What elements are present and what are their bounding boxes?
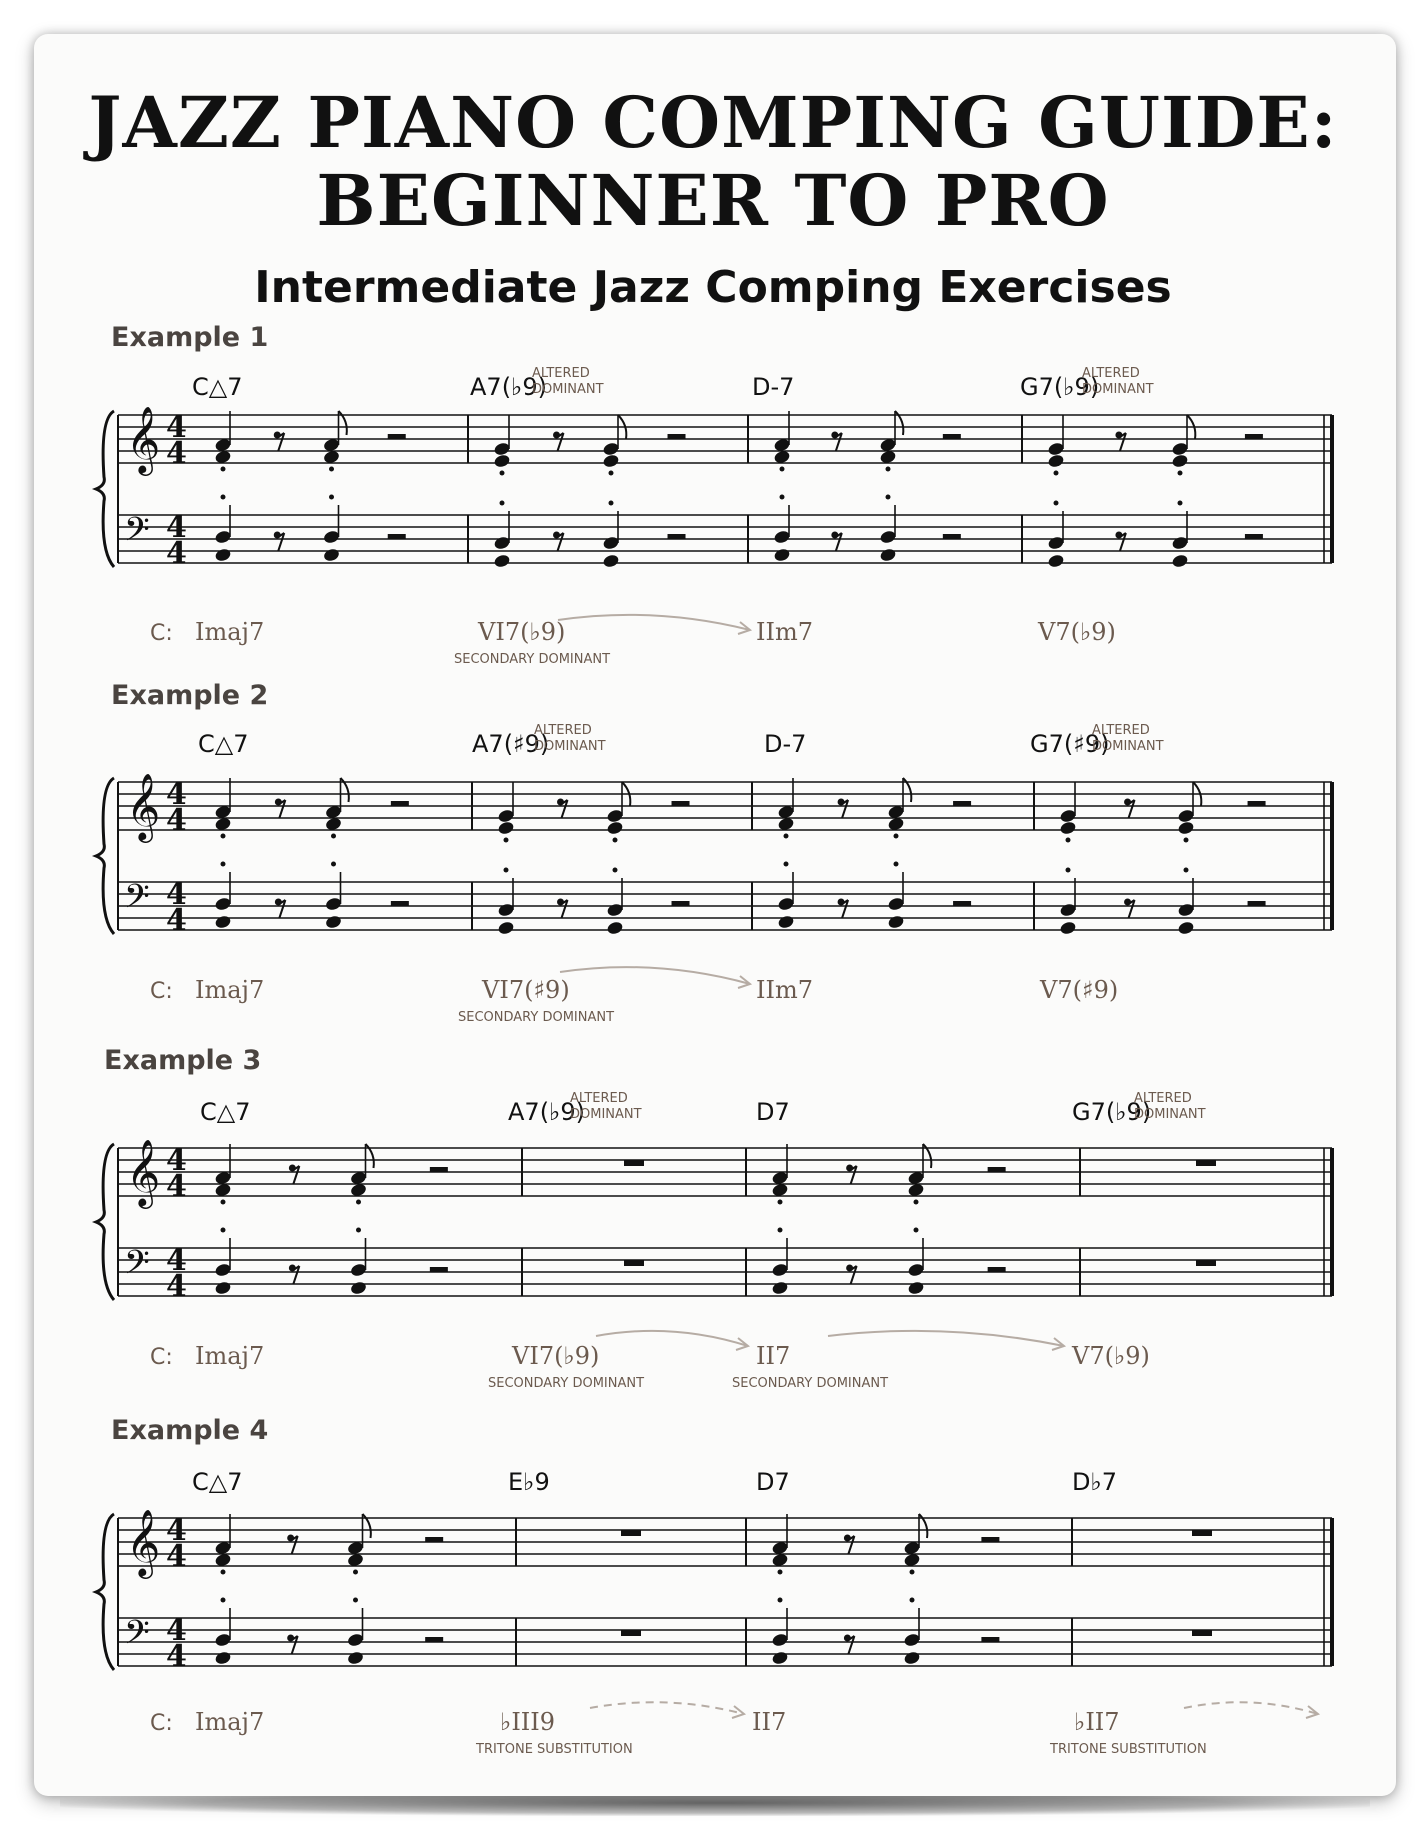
staccato-dot-ex2 <box>221 834 226 839</box>
note-head-ex2 <box>887 914 905 929</box>
staccato-dot-ex2 <box>221 862 226 867</box>
staccato-dot-ex1 <box>329 495 334 500</box>
half-rest-ex1 <box>943 434 961 439</box>
half-rest-ex1 <box>943 534 961 539</box>
staccato-dot-ex2 <box>784 862 789 867</box>
half-rest-ex4 <box>981 1637 999 1642</box>
time-sig-top: 4 <box>166 1613 187 1648</box>
note-head-ex1 <box>1047 453 1065 468</box>
whole-rest-ex3 <box>624 1160 644 1166</box>
note-head-ex1 <box>493 453 511 468</box>
time-sig-bottom: 4 <box>166 436 187 471</box>
time-sig-top: 4 <box>166 410 187 445</box>
note-head-ex2 <box>214 914 232 929</box>
staccato-dot-ex2 <box>613 838 618 843</box>
progression-arrow <box>1184 1702 1318 1714</box>
chord-annotation: ALTERED <box>534 723 592 738</box>
note-head-ex1 <box>602 453 620 468</box>
progression-arrow <box>590 1702 744 1714</box>
half-rest-ex3 <box>988 1267 1006 1272</box>
chord-symbol: E♭9 <box>508 1468 550 1496</box>
progression-arrow <box>558 615 750 630</box>
note-head-ex2 <box>777 914 795 929</box>
note-head-ex3 <box>771 1280 789 1295</box>
chord-symbol: D♭7 <box>1072 1468 1118 1496</box>
staccato-dot-ex4 <box>778 1570 783 1575</box>
staccato-dot-ex2 <box>1066 868 1071 873</box>
note-head-ex2 <box>497 820 515 835</box>
staccato-dot-ex4 <box>221 1598 226 1603</box>
half-rest-ex2 <box>953 801 971 806</box>
analysis-annotation: SECONDARY DOMINANT <box>454 652 611 667</box>
time-sig-bottom: 4 <box>166 903 187 938</box>
half-rest-ex4 <box>425 1637 443 1642</box>
whole-rest-ex4 <box>621 1530 641 1536</box>
staccato-dot-ex4 <box>353 1570 358 1575</box>
roman-numeral: VI7(♭9) <box>478 618 566 646</box>
example-1-label: Example 1 <box>111 322 269 353</box>
treble-clef-icon: 𝄞 <box>126 772 161 840</box>
grand-staff-brace <box>96 778 114 934</box>
note-head-ex1 <box>1171 453 1189 468</box>
staccato-dot-ex2 <box>1184 838 1189 843</box>
note-head-ex2 <box>325 914 343 929</box>
staccato-dot-ex3 <box>221 1200 226 1205</box>
staccato-dot-ex2 <box>613 868 618 873</box>
title-line-2: BEGINNER TO PRO <box>316 159 1110 242</box>
half-rest-ex2 <box>1248 801 1266 806</box>
chord-annotation: ALTERED <box>1134 1091 1192 1106</box>
half-rest-ex1 <box>1245 434 1263 439</box>
staccato-dot-ex2 <box>331 862 336 867</box>
chord-annotation: ALTERED <box>1082 366 1140 381</box>
note-head-ex2 <box>606 820 624 835</box>
half-rest-ex1 <box>668 534 686 539</box>
roman-numeral: ♭III9 <box>500 1708 556 1736</box>
time-sig-bottom: 4 <box>166 803 187 838</box>
roman-numeral: ♭II7 <box>1074 1708 1120 1736</box>
time-sig-bottom: 4 <box>166 1269 187 1304</box>
note-head-ex2 <box>1059 920 1077 935</box>
chord-symbol: D7 <box>756 1468 790 1496</box>
chord-symbol: C△7 <box>192 373 243 401</box>
note-head-ex2 <box>497 920 515 935</box>
time-sig-top: 4 <box>166 777 187 812</box>
analysis-annotation: TRITONE SUBSTITUTION <box>1050 1742 1207 1757</box>
time-sig-bottom: 4 <box>166 1539 187 1574</box>
staccato-dot-ex1 <box>500 471 505 476</box>
time-sig-bottom: 4 <box>166 536 187 571</box>
chord-symbol: D-7 <box>752 373 795 401</box>
analysis-annotation: SECONDARY DOMINANT <box>732 1376 889 1391</box>
chord-symbol: D7 <box>756 1098 790 1126</box>
chord-annotation: ALTERED <box>1092 723 1150 738</box>
note-head-ex1 <box>1171 553 1189 568</box>
analysis-annotation: SECONDARY DOMINANT <box>488 1376 645 1391</box>
note-head-ex2 <box>606 920 624 935</box>
example-3-label: Example 3 <box>104 1045 262 1076</box>
staccato-dot-ex4 <box>778 1598 783 1603</box>
chord-annotation: DOMINANT <box>1082 382 1154 397</box>
time-sig-bottom: 4 <box>166 1639 187 1674</box>
treble-clef-icon: 𝄞 <box>126 1508 161 1576</box>
whole-rest-ex4 <box>1192 1630 1212 1636</box>
half-rest-ex2 <box>391 901 409 906</box>
key-prefix: C: <box>150 979 173 1004</box>
chord-symbol: G7(♭9) <box>1072 1098 1152 1126</box>
note-head-ex4 <box>214 1650 232 1665</box>
half-rest-ex4 <box>981 1537 999 1542</box>
roman-numeral: VI7(♯9) <box>482 976 570 1004</box>
bass-clef-icon: 𝄢 <box>124 1614 150 1660</box>
staccato-dot-ex1 <box>780 495 785 500</box>
note-head-ex1 <box>1047 553 1065 568</box>
staccato-dot-ex2 <box>1066 838 1071 843</box>
staccato-dot-ex3 <box>914 1228 919 1233</box>
key-prefix: C: <box>150 1345 173 1370</box>
roman-numeral: Imaj7 <box>195 618 265 646</box>
staccato-dot-ex1 <box>886 467 891 472</box>
chord-symbol: C△7 <box>192 1468 243 1496</box>
key-prefix: C: <box>150 621 173 646</box>
half-rest-ex1 <box>388 534 406 539</box>
half-rest-ex2 <box>953 901 971 906</box>
chord-symbol: D-7 <box>764 730 807 758</box>
staccato-dot-ex2 <box>1184 868 1189 873</box>
time-sig-top: 4 <box>166 510 187 545</box>
note-head-ex1 <box>493 553 511 568</box>
chord-symbol: A7(♭9) <box>470 373 548 401</box>
grand-staff-brace <box>96 411 114 567</box>
whole-rest-ex3 <box>1196 1160 1216 1166</box>
roman-numeral: II7 <box>756 1342 791 1370</box>
title-line-1: JAZZ PIANO COMPING GUIDE: <box>88 81 1338 164</box>
staccato-dot-ex3 <box>778 1200 783 1205</box>
chord-symbol: G7(♯9) <box>1030 730 1110 758</box>
staccato-dot-ex1 <box>780 467 785 472</box>
whole-rest-ex3 <box>1196 1260 1216 1266</box>
chord-symbol: A7(♯9) <box>472 730 550 758</box>
staccato-dot-ex1 <box>609 501 614 506</box>
time-sig-bottom: 4 <box>166 1169 187 1204</box>
grand-staff-brace <box>96 1514 114 1670</box>
note-head-ex3 <box>214 1280 232 1295</box>
subtitle: Intermediate Jazz Comping Exercises <box>254 262 1172 313</box>
staccato-dot-ex4 <box>910 1598 915 1603</box>
staccato-dot-ex1 <box>221 467 226 472</box>
half-rest-ex2 <box>672 801 690 806</box>
note-head-ex1 <box>879 547 897 562</box>
chord-symbol: C△7 <box>200 1098 251 1126</box>
half-rest-ex3 <box>430 1267 448 1272</box>
example-4-label: Example 4 <box>111 1415 269 1446</box>
grand-staff-brace <box>96 1144 114 1300</box>
half-rest-ex2 <box>672 901 690 906</box>
roman-numeral: Imaj7 <box>195 1342 265 1370</box>
staccato-dot-ex3 <box>221 1228 226 1233</box>
staccato-dot-ex1 <box>1178 501 1183 506</box>
analysis-annotation: TRITONE SUBSTITUTION <box>476 1742 633 1757</box>
staccato-dot-ex2 <box>894 834 899 839</box>
whole-rest-ex4 <box>621 1630 641 1636</box>
roman-numeral: V7(♭9) <box>1072 1342 1150 1370</box>
note-head-ex3 <box>907 1280 925 1295</box>
analysis-annotation: SECONDARY DOMINANT <box>458 1010 615 1025</box>
half-rest-ex4 <box>425 1537 443 1542</box>
half-rest-ex3 <box>988 1167 1006 1172</box>
staccato-dot-ex1 <box>1178 471 1183 476</box>
staccato-dot-ex3 <box>356 1200 361 1205</box>
note-head-ex3 <box>350 1280 368 1295</box>
chord-annotation: DOMINANT <box>1092 739 1164 754</box>
note-head-ex1 <box>323 547 341 562</box>
time-sig-top: 4 <box>166 1243 187 1278</box>
staccato-dot-ex3 <box>356 1228 361 1233</box>
note-head-ex4 <box>771 1650 789 1665</box>
roman-numeral: IIm7 <box>756 618 813 646</box>
half-rest-ex3 <box>430 1167 448 1172</box>
roman-numeral: Imaj7 <box>195 1708 265 1736</box>
roman-numeral: IIm7 <box>756 976 813 1004</box>
staccato-dot-ex2 <box>331 834 336 839</box>
note-head-ex2 <box>1177 820 1195 835</box>
half-rest-ex1 <box>668 434 686 439</box>
staccato-dot-ex2 <box>504 838 509 843</box>
whole-rest-ex4 <box>1192 1530 1212 1536</box>
chord-symbol: C△7 <box>198 730 249 758</box>
note-head-ex1 <box>214 547 232 562</box>
staccato-dot-ex3 <box>778 1228 783 1233</box>
time-sig-top: 4 <box>166 1143 187 1178</box>
treble-clef-icon: 𝄞 <box>126 1138 161 1206</box>
staccato-dot-ex4 <box>221 1570 226 1575</box>
staccato-dot-ex1 <box>500 501 505 506</box>
chord-annotation: DOMINANT <box>570 1107 642 1122</box>
note-head-ex2 <box>1059 820 1077 835</box>
roman-numeral: VI7(♭9) <box>512 1342 600 1370</box>
time-sig-top: 4 <box>166 877 187 912</box>
staccato-dot-ex1 <box>1054 471 1059 476</box>
half-rest-ex2 <box>1248 901 1266 906</box>
staccato-dot-ex2 <box>784 834 789 839</box>
staccato-dot-ex1 <box>886 495 891 500</box>
staccato-dot-ex1 <box>609 471 614 476</box>
staccato-dot-ex3 <box>914 1200 919 1205</box>
roman-numeral: II7 <box>752 1708 787 1736</box>
bass-clef-icon: 𝄢 <box>124 878 150 924</box>
chord-annotation: DOMINANT <box>1134 1107 1206 1122</box>
chord-symbol: G7(♭9) <box>1020 373 1100 401</box>
chord-annotation: DOMINANT <box>534 739 606 754</box>
note-head-ex2 <box>1177 920 1195 935</box>
time-sig-top: 4 <box>166 1513 187 1548</box>
note-head-ex1 <box>773 547 791 562</box>
note-head-ex4 <box>347 1650 365 1665</box>
half-rest-ex2 <box>391 801 409 806</box>
roman-numeral: Imaj7 <box>195 976 265 1004</box>
staccato-dot-ex2 <box>504 868 509 873</box>
roman-numeral: V7(♭9) <box>1038 618 1116 646</box>
progression-arrow <box>828 1331 1064 1346</box>
roman-numeral: V7(♯9) <box>1040 976 1119 1004</box>
whole-rest-ex3 <box>624 1260 644 1266</box>
chord-annotation: DOMINANT <box>532 382 604 397</box>
staccato-dot-ex2 <box>894 862 899 867</box>
progression-arrow <box>560 967 750 984</box>
bass-clef-icon: 𝄢 <box>124 1244 150 1290</box>
staccato-dot-ex4 <box>910 1570 915 1575</box>
chord-annotation: ALTERED <box>532 366 590 381</box>
progression-arrow <box>596 1331 748 1346</box>
half-rest-ex1 <box>1245 534 1263 539</box>
note-head-ex1 <box>602 553 620 568</box>
bass-clef-icon: 𝄢 <box>124 511 150 557</box>
chord-annotation: ALTERED <box>570 1091 628 1106</box>
example-2-label: Example 2 <box>111 680 269 711</box>
half-rest-ex1 <box>388 434 406 439</box>
staccato-dot-ex1 <box>221 495 226 500</box>
staccato-dot-ex1 <box>329 467 334 472</box>
key-prefix: C: <box>150 1711 173 1736</box>
chord-symbol: A7(♭9) <box>508 1098 586 1126</box>
treble-clef-icon: 𝄞 <box>126 405 161 473</box>
staccato-dot-ex4 <box>353 1598 358 1603</box>
note-head-ex4 <box>903 1650 921 1665</box>
staccato-dot-ex1 <box>1054 501 1059 506</box>
